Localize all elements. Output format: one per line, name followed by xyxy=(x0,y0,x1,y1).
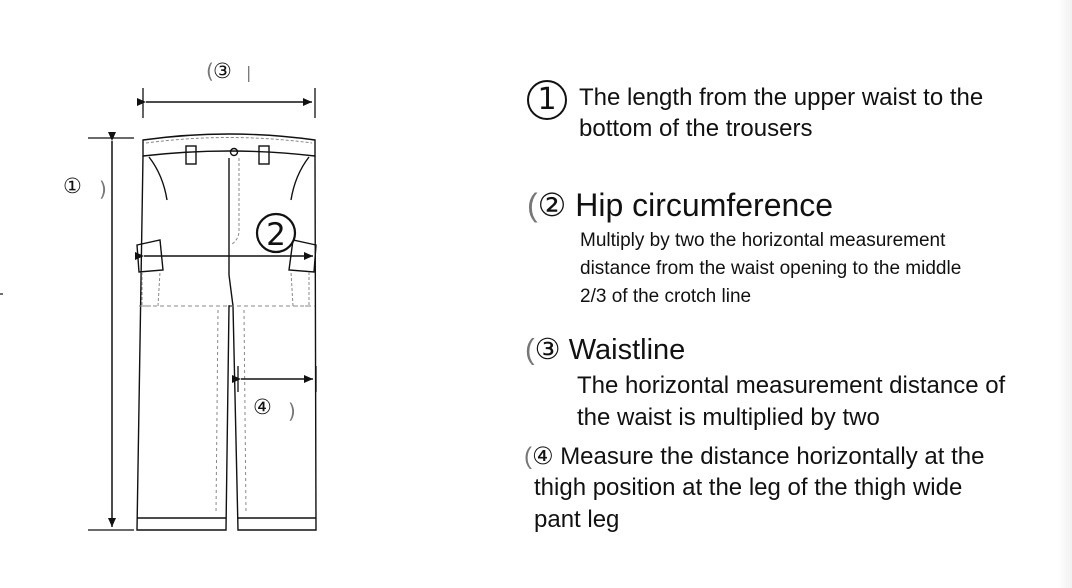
waist-paren-left: ( xyxy=(206,59,214,83)
item-2-heading: Hip circumference xyxy=(575,187,834,223)
item-4-line-2: pant leg xyxy=(534,506,620,533)
thigh-label: ④ xyxy=(253,395,272,419)
item-2-paren: ( xyxy=(527,187,538,223)
thigh-paren: ) xyxy=(288,399,296,423)
waist-label: ③ xyxy=(213,59,232,83)
right-edge-shade xyxy=(1058,0,1072,588)
item-2-line-3: 2/3 of the crotch line xyxy=(580,286,752,307)
item-4-marker: ④ xyxy=(532,442,554,470)
item-2-line-2: distance from the waist opening to the middle xyxy=(580,258,962,279)
item-4-heading-row xyxy=(524,442,984,471)
item-4-line-1: thigh position at the leg of the thigh wide xyxy=(534,474,963,501)
item-2-line-1: Multiply by two the horizontal measurement xyxy=(580,230,946,251)
item-4-heading: Measure the distance horizontally at the xyxy=(560,443,985,470)
item-3-marker: ③ xyxy=(534,332,561,366)
length-paren: ) xyxy=(99,177,107,201)
waist-paren-right: | xyxy=(246,63,252,82)
hip-label: 2 xyxy=(266,217,286,253)
item-3-heading-row xyxy=(525,332,685,367)
item-3-line-2: the waist is multiplied by two xyxy=(577,404,880,431)
item-3-heading: Waistline xyxy=(568,334,686,366)
item-3-paren: ( xyxy=(525,334,535,366)
item-2-heading-row xyxy=(527,186,833,224)
item-4-paren: ( xyxy=(524,443,532,470)
item-2-marker: ② xyxy=(537,186,567,224)
item-3-line-1: The horizontal measurement distance of xyxy=(577,372,1006,399)
length-label: ① xyxy=(63,174,82,198)
item-1-line-2: bottom of the trousers xyxy=(579,115,813,142)
item-1-marker: 1 xyxy=(527,80,567,120)
item-1-line-1: The length from the upper waist to the xyxy=(579,84,984,111)
